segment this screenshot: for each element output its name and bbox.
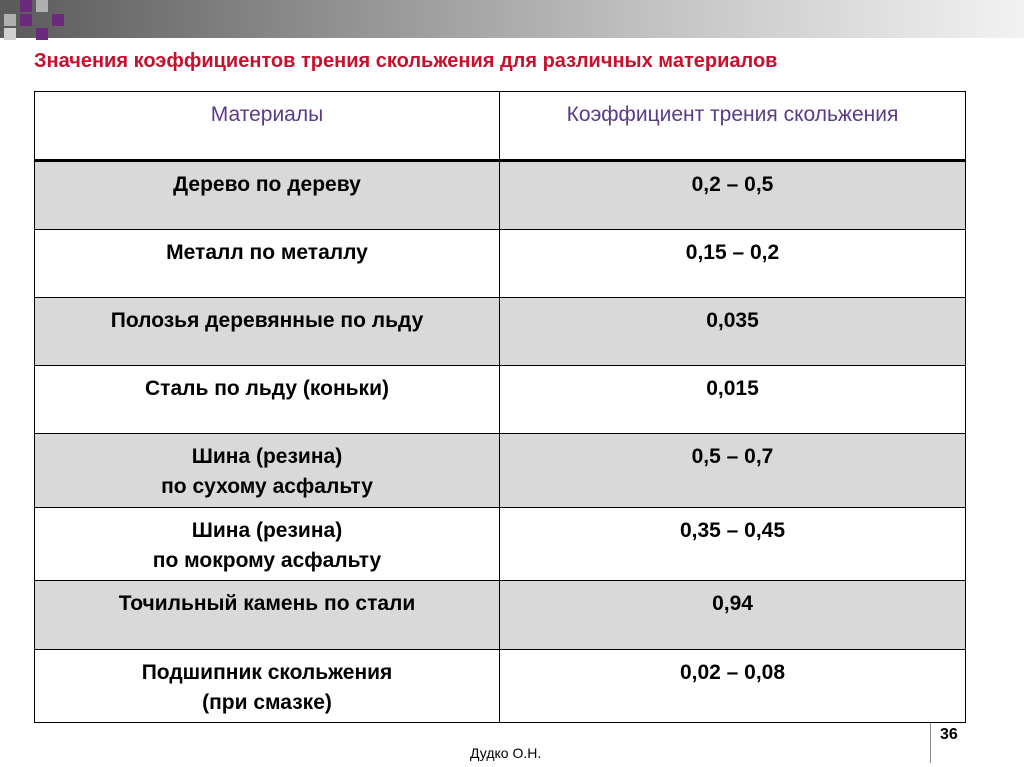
material-line: по мокрому асфальту bbox=[152, 549, 382, 572]
table-row bbox=[35, 230, 966, 298]
header-band bbox=[0, 0, 1024, 38]
table-row bbox=[35, 161, 966, 230]
page-number: 36 bbox=[940, 726, 958, 743]
coefficient-cell: 0,2 – 0,5 bbox=[500, 161, 966, 230]
header-materials: Материалы bbox=[35, 92, 500, 161]
material-line: Полозья деревянные по льду bbox=[110, 309, 424, 332]
coefficient-cell: 0,35 – 0,45 bbox=[500, 508, 966, 581]
material-cell bbox=[35, 161, 500, 230]
material-cell bbox=[35, 366, 500, 434]
table-row bbox=[35, 581, 966, 650]
table-row bbox=[35, 650, 966, 723]
coefficient-cell: 0,94 bbox=[500, 581, 966, 650]
material-line: по сухому асфальту bbox=[161, 475, 373, 498]
material-cell bbox=[35, 508, 500, 581]
table-row bbox=[35, 508, 966, 581]
material-line: Сталь по льду (коньки) bbox=[145, 377, 389, 400]
material-line: Шина (резина) bbox=[191, 519, 343, 542]
material-cell bbox=[35, 298, 500, 366]
material-cell bbox=[35, 230, 500, 298]
material-line: Дерево по дереву bbox=[173, 173, 361, 196]
material-line: (при смазке) bbox=[202, 691, 332, 714]
coefficient-cell: 0,15 – 0,2 bbox=[500, 230, 966, 298]
table-row bbox=[35, 366, 966, 434]
table-row bbox=[35, 434, 966, 508]
coefficient-cell: 0,015 bbox=[500, 366, 966, 434]
header-coefficient: Коэффициент трения скольжения bbox=[500, 92, 966, 161]
coefficient-cell: 0,5 – 0,7 bbox=[500, 434, 966, 508]
material-cell bbox=[35, 581, 500, 650]
material-line: Металл по металлу bbox=[166, 241, 368, 264]
friction-table bbox=[34, 91, 966, 723]
material-cell bbox=[35, 650, 500, 723]
author-name: Дудко О.Н. bbox=[470, 745, 542, 761]
coefficient-cell: 0,035 bbox=[500, 298, 966, 366]
coefficient-cell: 0,02 – 0,08 bbox=[500, 650, 966, 723]
table-row bbox=[35, 298, 966, 366]
material-line: Подшипник скольжения bbox=[141, 661, 393, 684]
slide-title: Значения коэффициентов трения скольжения для различных материалов bbox=[34, 50, 778, 72]
table-header-row bbox=[35, 92, 966, 161]
material-line: Точильный камень по стали bbox=[118, 592, 416, 615]
material-line: Шина (резина) bbox=[191, 445, 343, 468]
material-cell bbox=[35, 434, 500, 508]
